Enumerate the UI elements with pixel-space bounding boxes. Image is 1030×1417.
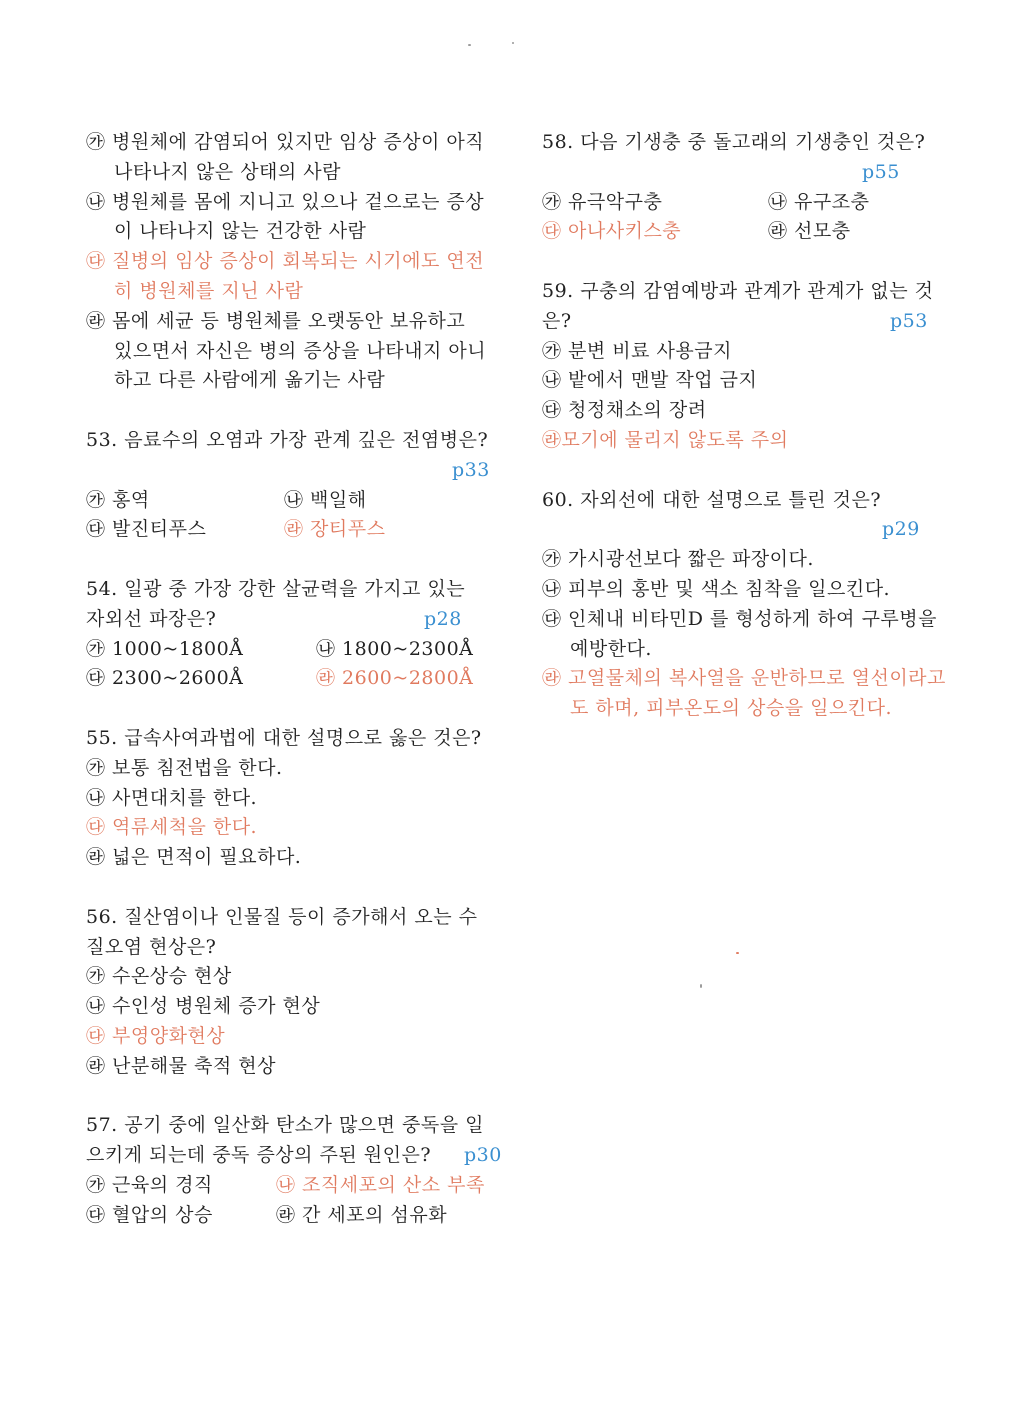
q53-question: 53. 음료수의 오염과 가장 관계 깊은 전염병은? [86, 428, 489, 451]
q59-option-3: ㉰ 청정채소의 장려 [542, 399, 707, 422]
left-column [86, 128, 506, 1230]
q52-option-2: ㉯ 병원체를 몸에 지니고 있으나 겉으로는 증상 이 나타나지 않는 건강한 사람 [86, 190, 485, 243]
q58-page-ref: p55 [862, 160, 900, 183]
q54-option-4-answer: ㉱ 2600~2800Å [316, 667, 474, 690]
q60-page-ref: p29 [882, 518, 920, 541]
q60-page-row [542, 515, 962, 545]
q57-option-2-answer: ㉯ 조직세포의 산소 부족 [276, 1173, 485, 1196]
q52-option-1: ㉮ 병원체에 감염되어 있지만 임상 증상이 아직 나타나지 않은 상태의 사람 [86, 131, 485, 183]
scan-speck [468, 44, 471, 46]
q53-option-2: ㉯ 백일해 [284, 488, 367, 511]
q60-option-4-answer: ㉱ 고열물체의 복사열을 운반하므로 열선이라고 도 하며, 피부온도의 상승을 일으킨다. [542, 667, 946, 720]
q55-option-4: ㉱ 넓은 면적이 필요하다. [86, 846, 302, 869]
q58-option-2: ㉯ 유구조충 [768, 190, 870, 213]
q52-option-3-answer: ㉰ 질병의 임상 증상이 회복되는 시기에도 연전 히 병원체를 지닌 사람 [86, 250, 485, 302]
q59-option-1: ㉮ 분변 비료 사용금지 [542, 339, 732, 362]
q54-question-line-2: 자외선 파장은? p28 [86, 605, 506, 635]
q56-option-4: ㉱ 난분해물 축적 현상 [86, 1054, 276, 1077]
q54-option-1: ㉮ 1000~1800Å [86, 637, 244, 660]
q56-option-2: ㉯ 수인성 병원체 증가 현상 [86, 995, 321, 1018]
q54-question-line-1: 54. 일광 중 가장 강한 살균력을 가지고 있는 [86, 577, 466, 600]
q60-option-3: ㉰ 인체내 비타민D 를 형성하게 하여 구루병을 예방한다. [542, 607, 937, 660]
q53-page-row [86, 456, 506, 486]
q53-option-1: ㉮ 홍역 [86, 488, 150, 511]
q56-option-1: ㉮ 수온상승 현상 [86, 965, 232, 988]
q59-question-line-2: 은? p53 [542, 307, 962, 337]
q60-option-1: ㉮ 가시광선보다 짧은 파장이다. [542, 548, 814, 571]
q59-option-2: ㉯ 밭에서 맨발 작업 금지 [542, 369, 758, 392]
q58-question: 58. 다음 기생충 중 돌고래의 기생충인 것은? [542, 131, 926, 153]
q59-question-line-1: 59. 구충의 감염예방과 관계가 관계가 없는 것 [542, 279, 934, 302]
q54-option-2: ㉯ 1800~2300Å [316, 637, 474, 660]
q53-option-3: ㉰ 발진티푸스 [86, 518, 207, 541]
q56-option-3-answer: ㉰ 부영양화현상 [86, 1024, 226, 1047]
scan-speck [700, 984, 702, 988]
scan-speck [736, 952, 739, 954]
q58-option-3-answer: ㉰ 아나사키스충 [542, 220, 682, 243]
q58-option-4: ㉱ 선모충 [768, 220, 851, 243]
q55-option-1: ㉮ 보통 침전법을 한다. [86, 756, 283, 779]
q60-question: 60. 자외선에 대한 설명으로 틀린 것은? [542, 488, 882, 511]
q53-page-ref: p33 [452, 458, 490, 481]
q58-page-row [542, 158, 962, 188]
q59-page-ref: p53 [890, 309, 928, 332]
q52-option-4: ㉱ 몸에 세균 등 병원체를 오랫동안 보유하고 있으면서 자신은 병의 증상을 나타내지 아니 하고 다른 사람에게 옮기는 사람 [86, 309, 487, 392]
q57-question-line-1: 57. 공기 중에 일산화 탄소가 많으면 중독을 일 [86, 1114, 485, 1137]
q56-question-line-2: 질오염 현상은? [86, 935, 217, 958]
q57-option-3: ㉰ 혈압의 상승 [86, 1203, 213, 1226]
q57-option-4: ㉱ 간 세포의 섬유화 [276, 1203, 448, 1226]
q55-option-3-answer: ㉰ 역류세척을 한다. [86, 816, 258, 839]
q57-option-1: ㉮ 근육의 경직 [86, 1173, 213, 1196]
q60-option-2: ㉯ 피부의 홍반 및 색소 침착을 일으킨다. [542, 577, 891, 600]
q57-question-line-2: 으키게 되는데 중독 증상의 주된 원인은? p30 [86, 1141, 506, 1171]
q56-question-line-1: 56. 질산염이나 인물질 등이 증가해서 오는 수 [86, 905, 478, 928]
q58-option-1: ㉮ 유극악구충 [542, 190, 663, 213]
q57-page-ref: p30 [464, 1144, 502, 1167]
q53-option-4-answer: ㉱ 장티푸스 [284, 518, 386, 541]
scan-speck [512, 42, 514, 44]
q55-option-2: ㉯ 사면대치를 한다. [86, 786, 258, 809]
q59-option-4-answer: ㉱모기에 물리지 않도록 주의 [542, 428, 789, 451]
q55-question: 55. 급속사여과법에 대한 설명으로 옳은 것은? [86, 726, 482, 749]
q54-option-3: ㉰ 2300~2600Å [86, 667, 244, 690]
q54-page-ref: p28 [424, 607, 462, 630]
right-column [542, 128, 962, 724]
